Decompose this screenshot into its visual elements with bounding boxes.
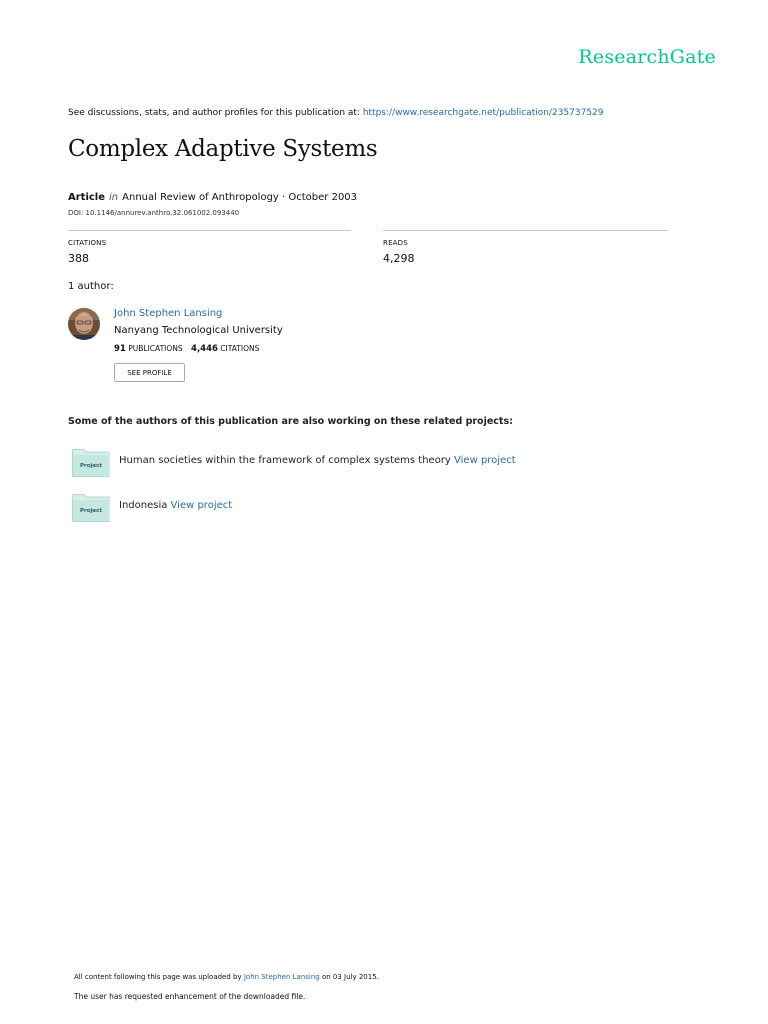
author-citations-label: CITATIONS bbox=[220, 344, 260, 353]
author-avatar[interactable] bbox=[68, 308, 100, 340]
project-text bbox=[119, 455, 516, 466]
upload-note bbox=[74, 973, 379, 981]
in-label: in bbox=[109, 192, 119, 203]
author-stats bbox=[114, 344, 259, 354]
researchgate-logo[interactable]: ResearchGate bbox=[578, 46, 716, 68]
upload-suffix: on 03 July 2015. bbox=[319, 973, 379, 981]
project-folder-icon bbox=[72, 494, 110, 522]
divider-reads bbox=[383, 230, 668, 231]
project-icon-label: Project bbox=[79, 463, 103, 469]
project-text bbox=[119, 500, 232, 511]
project-title: Indonesia bbox=[119, 500, 171, 511]
enhancement-note: The user has requested enhancement of the downloaded file. bbox=[74, 992, 306, 1001]
project-item bbox=[72, 449, 572, 477]
divider-citations bbox=[68, 230, 351, 231]
reads-value: 4,298 bbox=[383, 252, 415, 265]
publication-url-link[interactable]: https://www.researchgate.net/publication/235737529 bbox=[362, 108, 604, 118]
see-profile-button[interactable]: SEE PROFILE bbox=[114, 363, 185, 382]
project-folder-icon bbox=[72, 449, 110, 477]
journal-date: Annual Review of Anthropology · October 2003 bbox=[122, 192, 358, 203]
project-title: Human societies within the framework of complex systems theory bbox=[119, 455, 455, 466]
uploader-link[interactable]: John Stephen Lansing bbox=[243, 973, 320, 981]
view-project-link[interactable]: View project bbox=[170, 500, 233, 511]
see-discussions-line bbox=[68, 108, 604, 118]
citations-label: CITATIONS bbox=[68, 239, 107, 247]
related-projects-heading: Some of the authors of this publication are also working on these related projects: bbox=[68, 416, 513, 427]
publications-count: 91 bbox=[114, 344, 126, 354]
author-institution: Nanyang Technological University bbox=[114, 325, 283, 336]
project-icon-label: Project bbox=[79, 508, 103, 514]
author-name-link[interactable]: John Stephen Lansing bbox=[114, 308, 223, 319]
author-citations-count: 4,446 bbox=[191, 344, 218, 354]
publications-label: PUBLICATIONS bbox=[128, 344, 183, 353]
project-item bbox=[72, 494, 572, 522]
doi: DOI: 10.1146/annurev.anthro.32.061002.093440 bbox=[68, 209, 240, 217]
article-type: Article bbox=[68, 192, 106, 203]
article-meta bbox=[68, 192, 357, 203]
authors-heading: 1 author: bbox=[68, 281, 114, 292]
citations-value: 388 bbox=[68, 252, 89, 265]
view-project-link[interactable]: View project bbox=[454, 455, 516, 466]
publication-title: Complex Adaptive Systems bbox=[68, 136, 378, 162]
reads-label: READS bbox=[383, 239, 408, 247]
see-discussions-text: See discussions, stats, and author profiles for this publication at: bbox=[68, 108, 363, 118]
upload-prefix: All content following this page was uploaded by bbox=[74, 973, 244, 981]
